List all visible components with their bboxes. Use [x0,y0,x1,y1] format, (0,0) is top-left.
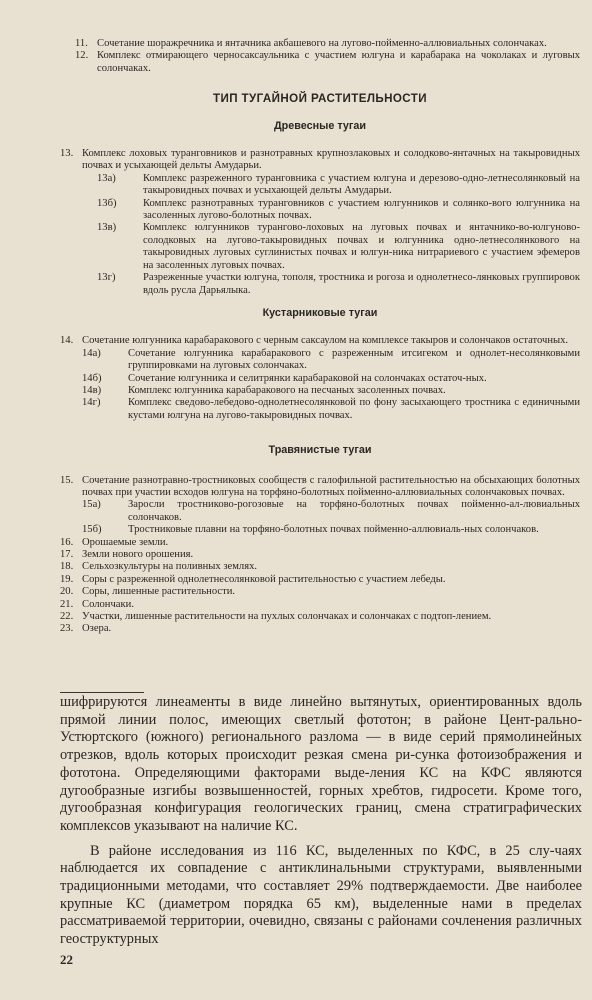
item-text: Комплекс лоховых туранговников и разнотравных крупнозлаковых и солодково-янтачных на такыровидных почвах и усыхающей дельты Амударьи. [82,148,580,172]
item-text: Озера. [82,623,112,635]
item-number: 23. [60,623,74,635]
item-text: Солончаки. [82,598,134,610]
legend-item-16 [60,537,580,549]
legend-item-18 [60,561,580,573]
item-number: 12. [75,50,89,62]
item-text: Соры с разреженной однолетнесолянковой растительностью с участием лебеды. [82,573,446,585]
subitem-number: 13б) [97,197,117,209]
item-number: 16. [60,536,74,548]
item-text: Сочетание юлгунника карабаракового с черным саксаулом на комплексе такыров и солончаков остаточных. [82,335,569,347]
item-number: 18. [60,561,74,573]
section-heading-tugai: ТИП ТУГАЙНОЙ РАСТИТЕЛЬНОСТИ [212,92,428,106]
item-text: Земли нового орошения. [82,549,194,560]
subitem-number: 13в) [97,222,117,234]
item-text: Участки, лишенные растительности на пухлых солончаках и солончаках с подтоп-лением. [82,611,492,623]
legend-item-17 [60,549,580,561]
subitem-number: 15а) [82,499,101,511]
item-number: 21. [60,598,74,610]
item-number: 20. [60,586,74,598]
legend-item-20 [60,586,580,598]
legend-item-14 [60,335,580,347]
sub-list-15 [82,499,580,536]
legend-subitem-14b [82,373,580,385]
item-text: Соры, лишенные растительности. [82,586,236,598]
subitem-number: 14г) [82,397,101,409]
item-text: Орошаемые земли. [82,536,169,548]
subitem-number: 15б) [82,524,102,536]
item-text: Сочетание шоражречника и янтачника акбашевого на лугово-пойменно-аллювиальных солончаках. [97,38,547,49]
subitem-number: 13г) [97,272,116,284]
legend-subitem-14v [82,385,580,397]
item-number: 15. [60,474,74,486]
item-number: 22. [60,611,74,623]
subitem-text: Комплекс сведово-лебедово-однолетнесолянковой по фону засыхающего тростника с единичными кустами юлгуна на лугово-такыровидных почвах. [128,397,580,421]
legend-subitem-15b [82,524,580,536]
legend-item-13 [60,148,580,173]
subitem-text: Тростниковые плавни на торфяно-болотных почвах пойменно-аллювиаль-ных солончаков. [128,524,539,536]
body-paragraph: В районе исследования из 116 КС, выделенных по КФС, в 25 слу-чаях наблюдается их совпадение с антиклинальными структурами, выявленными традиционными методами, что составляет 29% подтверждаемости. Две наиболее крупные КС (диаметром порядка 65 км), выделенные нами в пределах рассматриваемой территории, очевидно, связаны с районами сочленения различных геоструктурных [60,842,582,948]
main-text [60,694,582,949]
item-number: 17. [60,549,74,560]
sub-list-13 [97,173,580,297]
subitem-number: 13а) [97,172,116,184]
legend-item-21 [60,599,580,611]
subitem-text: Разреженные участки юлгуна, тополя, тростника и рогоза и однолетнесо-лянковых группировок вдоль русла Дарьялыка. [143,272,580,296]
sub-list-14 [82,348,580,422]
legend-item-19 [60,574,580,586]
item-number: 11. [75,38,88,49]
subitem-text: Комплекс юлгунника карабаракового на песчаных засоленных почвах. [128,384,446,396]
subitem-text: Комплекс юлгунников турангово-лоховых на луговых почвах и янтачнико-во-юлгуново-солодковых на лугово-такыровидных почвах и юлгунника одно-летнесолянкового на такыровидных луговых суглинистых почвах и юлгун-ника нитрариевого с участием эфемеров на засоленных луговых почвах. [143,222,580,271]
legend-subitem-14a [82,348,580,373]
legend-subitem-15a [82,499,580,524]
legend-item-15 [60,475,580,500]
footnote-divider [60,692,144,693]
legend-subitem-13b [97,198,580,223]
subitem-number: 14в) [82,384,102,396]
subitem-number: 14а) [82,347,101,359]
legend-subitem-13v [97,222,580,272]
page-number: 22 [60,952,73,967]
body-paragraph: шифрируются линеаменты в виде линейно вытянутых, ориентированных вдоль прямой линии полос, имеющих светлый фототон; в районе Цент-рально-Устюртского (южного) регионального разлома — в виде серий прямолинейных отрезков, вдоль которых происходит резкая смена ри-сунка фотоизображения и фототона. Определяющими факторами выде-ления КС на КФС являются дугообразные изгибы возвышенностей, горных хребтов, гидросети. Кроме того, дугообразная конфигурация геологических границ, смена стратиграфических комплексов указывают на наличие КС. [60,694,582,834]
item-number: 13. [60,148,74,160]
item-number: 19. [60,573,74,585]
legend-list [60,38,580,636]
subsection-heading-shrub: Кустарниковые тугаи [262,306,378,319]
legend-item-11 [60,38,580,50]
subitem-text: Заросли тростниково-рогозовые на торфяно-болотных почвах пойменно-ал-лювиальных солончаков. [128,499,580,523]
legend-subitem-13a [97,173,580,198]
item-number: 14. [60,335,74,347]
legend-item-22 [60,611,580,623]
legend-subitem-14g [82,397,580,422]
subitem-number: 14б) [82,372,102,384]
item-text: Сочетание разнотравно-тростниковых сообществ с галофильной растительностью на обсыхающих болотных почвах при участии всходов юлгуна на торфяно-болотных пойменно-аллювиальных солончаковых почвах. [82,474,580,498]
legend-subitem-13g [97,272,580,297]
legend-item-12 [60,50,580,75]
legend-item-23 [60,623,580,635]
subsection-heading-tree: Древесные тугаи [273,119,367,132]
subitem-text: Комплекс разреженного туранговника с участием юлгуна и дерезово-одно-летнесолянковый на такыровидных почвах и усыхающей дельты Амударьи. [143,172,580,197]
subitem-text: Сочетание юлгунника карабаракового с разреженным итсигеком и однолет-несолянковыми группировками на луговых солончаках. [128,347,580,372]
subsection-heading-grass: Травянистые тугаи [268,444,372,457]
item-text: Сельхозкультуры на поливных землях. [82,561,258,573]
subitem-text: Сочетание юлгунника и селитрянки карабараковой на солончаках остаточ-ных. [128,372,487,384]
subitem-text: Комплекс разнотравных туранговников с участием юлгунников и солянко-вого юлгунника на засоленных лугово-болотных почвах. [143,197,580,222]
item-text: Комплекс отмирающего черносаксаульника с участием юлгуна и карабарака на чоколаках и луговых солончаках. [97,50,580,74]
